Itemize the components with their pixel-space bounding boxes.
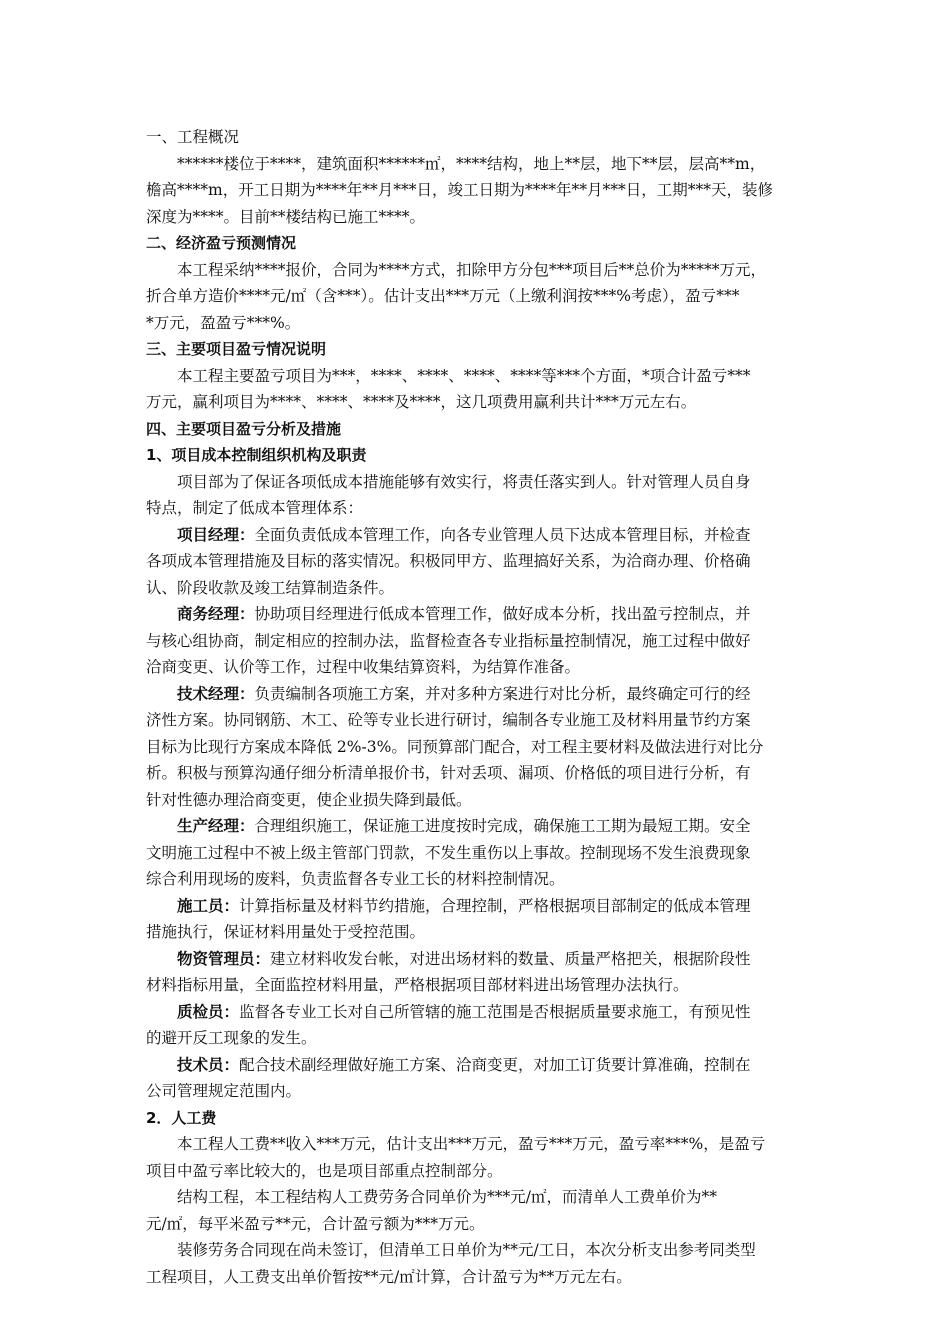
paragraph-line: 工程项目，人工费支出单价暂按**元/㎡计算，合计盈亏为**万元左右。 (146, 1267, 632, 1286)
paragraph-line: 认、阶段收款及竣工结算制造条件。 (146, 578, 395, 597)
paragraph-line: 折合单方造价****元/㎡（含***）。估计支出***万元（上缴利润按***%考虑），盈亏*** (146, 287, 740, 305)
paragraph-line: 本工程采纳****报价，合同为****方式，扣除甲方分包***项目后**总价为*****万元， (177, 260, 767, 279)
paragraph-line: 万元，赢利项目为****、****、****及****，这几项费用赢利共计***万元左右。 (146, 393, 697, 411)
role-paragraph-technical-manager (146, 681, 812, 708)
role-paragraph-technician (146, 1052, 812, 1079)
paragraph-line: 特点，制定了低成本管理体系： (146, 499, 364, 517)
paragraph-line: 元/㎡，每平米盈亏**元，合计盈亏额为***万元。 (146, 1214, 485, 1233)
role-label: 施工员： (177, 896, 240, 915)
paragraph-line: 文明施工过程中不被上级主管部门罚款，不发生重伤以上事故。控制现场不发生浪费现象 (146, 843, 751, 862)
role-label: 技术经理： (177, 684, 255, 703)
paragraph-line: 综合利用现场的废料，负责监督各专业工长的材料控制情况。 (146, 870, 565, 888)
role-text: 合理组织施工，保证施工进度按时完成，确保施工工期为最短工期。安全 (254, 817, 751, 835)
role-paragraph-construction-worker (146, 893, 812, 920)
role-label: 物资管理员： (177, 949, 271, 968)
role-label: 技术员： (177, 1055, 240, 1074)
role-paragraph-project-manager (146, 522, 812, 549)
role-label: 质检员： (177, 1002, 240, 1021)
paragraph-line: 项目部为了保证各项低成本措施能够有效实行，将责任落实到人。针对管理人员自身 (177, 472, 751, 491)
paragraph-line: 与核心组协商，制定相应的控制办法，监督检查各专业指标量控制情况，施工过程中做好 (146, 631, 751, 650)
role-paragraph-production-manager (146, 813, 812, 840)
paragraph-line: *万元，盈盈亏***%。 (146, 313, 301, 332)
paragraph-line: 各项成本管理措施及目标的落实情况。积极同甲方、监理搞好关系，为洽商办理、价格确 (146, 552, 751, 570)
paragraph-line: ******楼位于****，建筑面积******㎡，****结构，地上**层，地下**层，层高**m， (177, 154, 766, 173)
role-text: 协助项目经理进行低成本管理工作，做好成本分析，找出盈亏控制点，并 (254, 605, 751, 623)
paragraph-line: 深度为****。目前**楼结构已施工****。 (146, 207, 426, 226)
paragraph-line: 济性方案。协同钢筋、木工、砼等专业长进行研讨，编制各专业施工及材料用量节约方案 (146, 711, 751, 729)
role-text: 负责编制各项施工方案，并对多种方案进行对比分析，最终确定可行的经 (254, 684, 751, 703)
paragraph-line: 措施执行，保证材料用量处于受控范围。 (146, 923, 426, 941)
paragraph-line: 本工程人工费**收入***万元，估计支出***万元，盈亏***万元，盈亏率***%，是盈亏 (177, 1135, 766, 1153)
paragraph-line: 的避开反工现象的发生。 (146, 1029, 317, 1047)
paragraph-line: 公司管理规定范围内。 (146, 1082, 302, 1100)
paragraph-line: 结构工程，本工程结构人工费劳务合同单价为***元/㎡，而清单人工费单价为** (177, 1188, 717, 1206)
role-paragraph-quality-inspector (146, 999, 812, 1026)
section-heading-forecast: 二、经济盈亏预测情况 (146, 234, 297, 252)
section-heading-analysis: 四、主要项目盈亏分析及措施 (146, 419, 342, 438)
paragraph-line: 针对性德办理洽商变更，使企业损失降到最低。 (146, 790, 472, 809)
role-text: 配合技术副经理做好施工方案、洽商变更，对加工订货要计算准确，控制在 (239, 1055, 751, 1074)
paragraph-line: 目标为比现行方案成本降低 2%-3%。同预算部门配合，对工程主要材料及做法进行对比分 (146, 737, 764, 756)
paragraph-line: 檐高****m，开工日期为****年**月***日，竣工日期为****年**月***日，工期***天，装修 (146, 181, 773, 199)
paragraph-line: 析。积极与预算沟通仔细分析清单报价书，针对丢项、漏项、价格低的项目进行分析，有 (146, 764, 751, 782)
section-heading-main-items: 三、主要项目盈亏情况说明 (146, 340, 327, 358)
paragraph-line: 装修劳务合同现在尚未签订，但清单工日单价为**元/工日，本次分析支出参考同类型 (177, 1241, 756, 1259)
role-text: 计算指标量及材料节约措施，合理控制，严格根据项目部制定的低成本管理 (239, 896, 751, 915)
paragraph-line: 本工程主要盈亏项目为***，****、****、****、****等***个方面，*项合计盈亏*** (177, 366, 751, 385)
role-label: 商务经理： (177, 605, 255, 623)
paragraph-line: 材料指标用量，全面监控材料用量，严格根据项目部材料进出场管理办法执行。 (146, 976, 689, 994)
paragraph-line: 洽商变更、认价等工作，过程中收集结算资料，为结算作准备。 (146, 658, 581, 676)
subsection-heading-labor-cost: 2．人工费 (146, 1108, 217, 1127)
role-label: 项目经理： (177, 525, 255, 544)
document-page (146, 124, 812, 1290)
role-paragraph-business-manager (146, 601, 812, 628)
subsection-heading-organization: 1、项目成本控制组织机构及职责 (146, 446, 367, 464)
role-text: 建立材料收发台帐，对进出场材料的数量、质量严格把关，根据阶段性 (270, 949, 751, 968)
role-text: 全面负责低成本管理工作，向各专业管理人员下达成本管理目标，并检查 (254, 525, 751, 544)
role-text: 监督各专业工长对自己所管辖的施工范围是否根据质量要求施工，有预见性 (239, 1002, 751, 1021)
role-label: 生产经理： (177, 817, 255, 835)
paragraph-line: 项目中盈亏率比较大的，也是项目部重点控制部分。 (146, 1161, 503, 1180)
section-heading-overview: 一、工程概况 (146, 128, 240, 146)
role-paragraph-materials-manager (146, 946, 812, 973)
